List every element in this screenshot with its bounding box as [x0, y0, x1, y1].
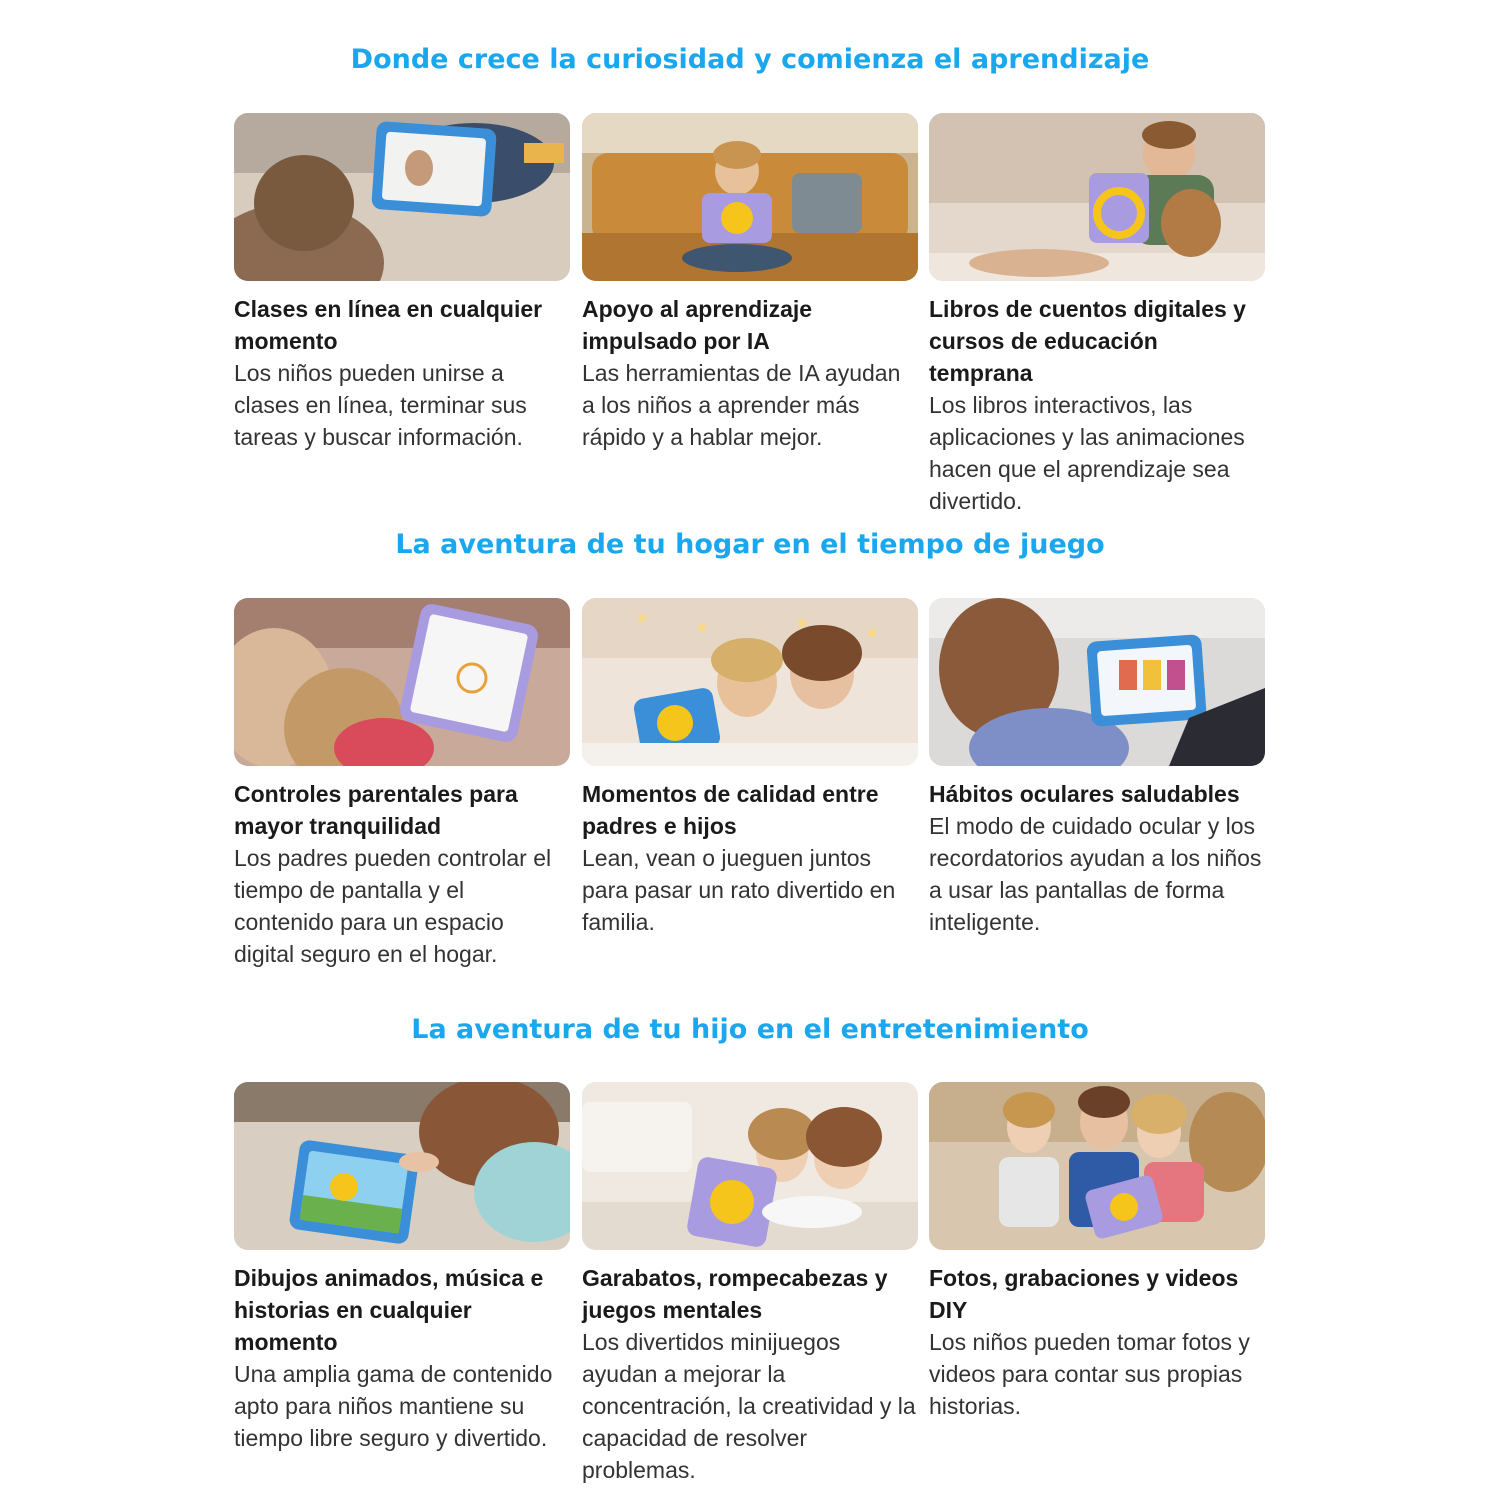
card-description: Los niños pueden tomar fotos y videos para contar sus propias historias.: [929, 1329, 1250, 1419]
card-description: Los divertidos minijuegos ayudan a mejorar la concentración, la creatividad y la capacidad de resolver problemas.: [582, 1329, 916, 1483]
card-heading: Clases en línea en cualquier momento: [234, 296, 543, 354]
card-photos-videos: [929, 1082, 1265, 1422]
card-description: Los niños pueden unirse a clases en línea, terminar sus tareas y buscar información.: [234, 360, 527, 450]
card-cartoons-music: [234, 1082, 570, 1454]
photo-boy-online-class: [234, 113, 570, 281]
photo-mother-daughter-tablet: [582, 598, 918, 766]
photo-two-girls-floor-tablet: [582, 1082, 918, 1250]
photo-girl-tablet-eye-care: [929, 598, 1265, 766]
card-heading: Momentos de calidad entre padres e hijos: [582, 781, 879, 839]
section-title-home: La aventura de tu hogar en el tiempo de juego: [395, 529, 1105, 560]
section-title-entertainment: La aventura de tu hijo en el entretenimiento: [411, 1014, 1089, 1045]
card-heading: Controles parentales para mayor tranquilidad: [234, 781, 518, 839]
card-heading: Fotos, grabaciones y videos DIY: [929, 1265, 1239, 1323]
card-description: Una amplia gama de contenido apto para niños mantiene su tiempo libre seguro y divertido.: [234, 1361, 553, 1451]
card-eye-care: [929, 598, 1265, 938]
card-description: Los padres pueden controlar el tiempo de pantalla y el contenido para un espacio digital seguro en el hogar.: [234, 845, 552, 967]
card-puzzles-games: [582, 1082, 918, 1486]
section-title-learning: Donde crece la curiosidad y comienza el aprendizaje: [350, 44, 1150, 75]
photo-child-sofa-tablet: [582, 113, 918, 281]
card-online-classes: [234, 113, 570, 453]
photo-three-kids-tablet: [929, 1082, 1265, 1250]
card-digital-storybooks: [929, 113, 1265, 517]
card-description: Las herramientas de IA ayudan a los niños a aprender más rápido y a hablar mejor.: [582, 360, 901, 450]
photo-parent-child-tablet: [234, 598, 570, 766]
card-parental-controls: [234, 598, 570, 970]
photo-boy-teddy-bear: [929, 113, 1265, 281]
card-description: Los libros interactivos, las aplicaciones y las animaciones hacen que el aprendizaje sea divertido.: [929, 392, 1245, 514]
card-heading: Libros de cuentos digitales y cursos de educación temprana: [929, 296, 1246, 386]
photo-girl-drawing-tablet: [234, 1082, 570, 1250]
card-description: El modo de cuidado ocular y los recordatorios ayudan a los niños a usar las pantallas de forma inteligente.: [929, 813, 1262, 935]
card-ai-learning: [582, 113, 918, 453]
card-family-time: [582, 598, 918, 938]
card-heading: Dibujos animados, música e historias en cualquier momento: [234, 1265, 544, 1355]
card-heading: Apoyo al aprendizaje impulsado por IA: [582, 296, 813, 354]
card-heading: Garabatos, rompecabezas y juegos mentales: [582, 1265, 888, 1323]
card-description: Lean, vean o jueguen juntos para pasar un rato divertido en familia.: [582, 845, 896, 935]
card-heading: Hábitos oculares saludables: [929, 781, 1240, 807]
